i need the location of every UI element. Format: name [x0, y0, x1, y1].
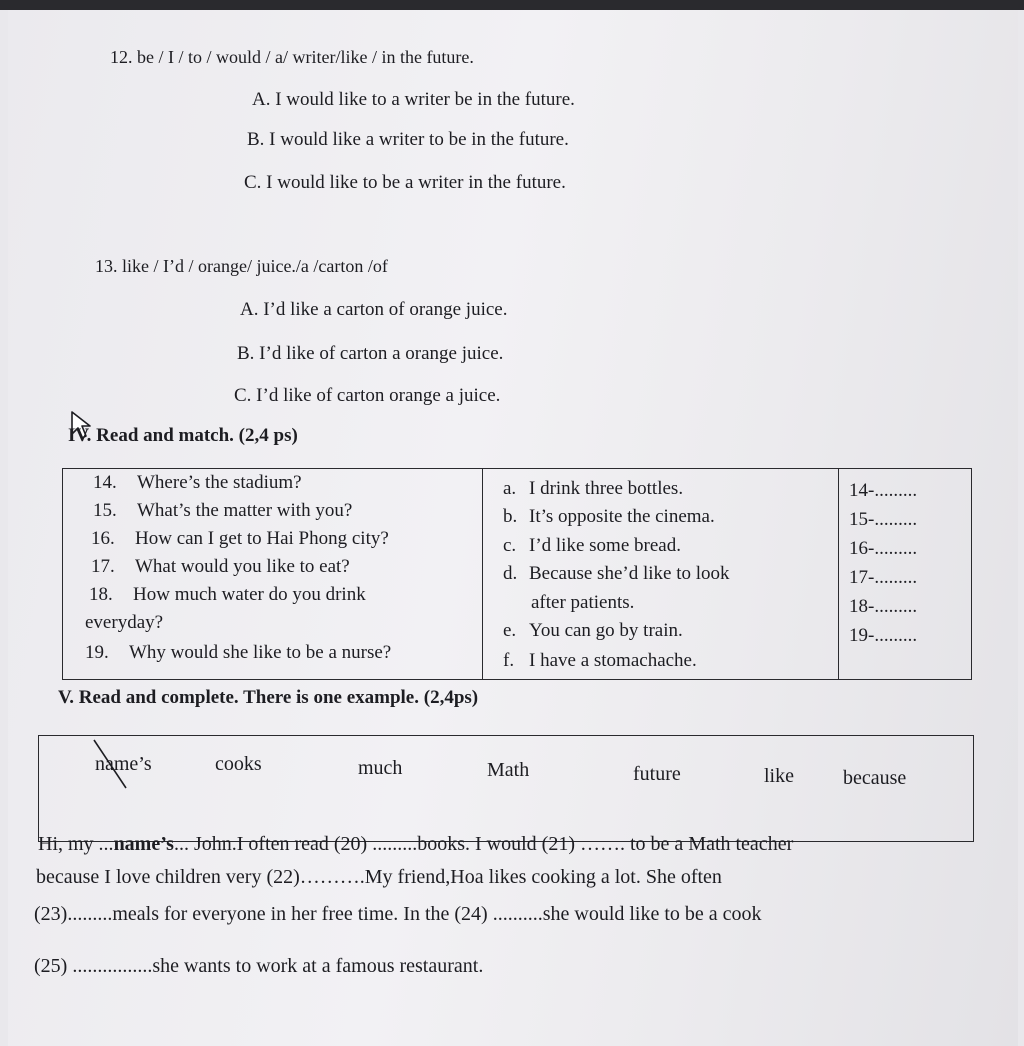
- paragraph-line-3: (23).........meals for everyone in her free time. In the (24) ..........she would like to be a cook: [34, 903, 762, 925]
- question-row: 14. Where’s the stadium?: [93, 472, 302, 493]
- answer-blank-18[interactable]: 18-.........: [849, 596, 918, 617]
- questions-column: [63, 469, 483, 679]
- q12-option-a: A. I would like to a writer be in the future.: [252, 89, 575, 110]
- match-table: [62, 468, 972, 680]
- answer-row: f. I have a stomachache.: [503, 650, 697, 671]
- section-5-title: V. Read and complete. There is one example. (2,4ps): [58, 687, 479, 708]
- q12-option-b: B. I would like a writer to be in the future.: [247, 129, 569, 150]
- paragraph-line-1: Hi, my ...name’s... John.I often read (20) .........books. I would (21) ……. to be a Math teacher: [38, 833, 794, 855]
- answer-row: d. Because she’d like to look: [503, 563, 730, 584]
- question-row: 18. How much water do you drink: [89, 584, 366, 605]
- q13-prompt: 13. like / I’d / orange/ juice./a /carton /of: [95, 256, 388, 276]
- answer-row: a. I drink three bottles.: [503, 478, 684, 499]
- answer-row-continued: after patients.: [531, 592, 635, 613]
- answer-row: b. It’s opposite the cinema.: [503, 506, 715, 527]
- answer-blank-14[interactable]: 14-.........: [849, 480, 918, 501]
- q13-option-b: B. I’d like of carton a orange juice.: [237, 343, 504, 364]
- section-4-title: IV. Read and match. (2,4 ps): [68, 425, 298, 446]
- question-row: 19. Why would she like to be a nurse?: [85, 642, 392, 663]
- q13-option-c: C. I’d like of carton orange a juice.: [234, 385, 501, 406]
- word-bank-item: Math: [487, 759, 530, 781]
- q12-prompt: 12. be / I / to / would / a/ writer/like / in the future.: [110, 47, 474, 67]
- answer-blank-19[interactable]: 19-.........: [849, 625, 918, 646]
- word-bank-box: [38, 735, 974, 842]
- paragraph-line-2: because I love children very (22)……….My friend,Hoa likes cooking a lot. She often: [36, 866, 722, 888]
- word-bank-item: much: [358, 757, 403, 779]
- word-bank-item: future: [633, 763, 681, 785]
- example-answer: name’s: [113, 833, 174, 855]
- question-row-continued: everyday?: [85, 612, 164, 633]
- match-answer-blanks: [839, 469, 971, 679]
- answer-row: c. I’d like some bread.: [503, 535, 681, 556]
- word-bank-item: cooks: [215, 753, 262, 775]
- answers-column: [483, 469, 839, 679]
- answer-blank-15[interactable]: 15-.........: [849, 509, 918, 530]
- word-bank-item: because: [843, 767, 907, 789]
- q12-option-c: C. I would like to be a writer in the future.: [244, 172, 566, 193]
- photo-top-edge: [0, 0, 1024, 10]
- answer-row: e. You can go by train.: [503, 620, 683, 641]
- q13-option-a: A. I’d like a carton of orange juice.: [240, 299, 508, 320]
- paragraph-line-4: (25) ................she wants to work at a famous restaurant.: [34, 955, 484, 977]
- answer-blank-16[interactable]: 16-.........: [849, 538, 918, 559]
- word-bank-item: like: [764, 765, 794, 787]
- answer-blank-17[interactable]: 17-.........: [849, 567, 918, 588]
- word-bank-item-example: name’s: [95, 753, 152, 775]
- question-row: 17. What would you like to eat?: [91, 556, 350, 577]
- question-row: 16. How can I get to Hai Phong city?: [91, 528, 389, 549]
- question-row: 15. What’s the matter with you?: [93, 500, 353, 521]
